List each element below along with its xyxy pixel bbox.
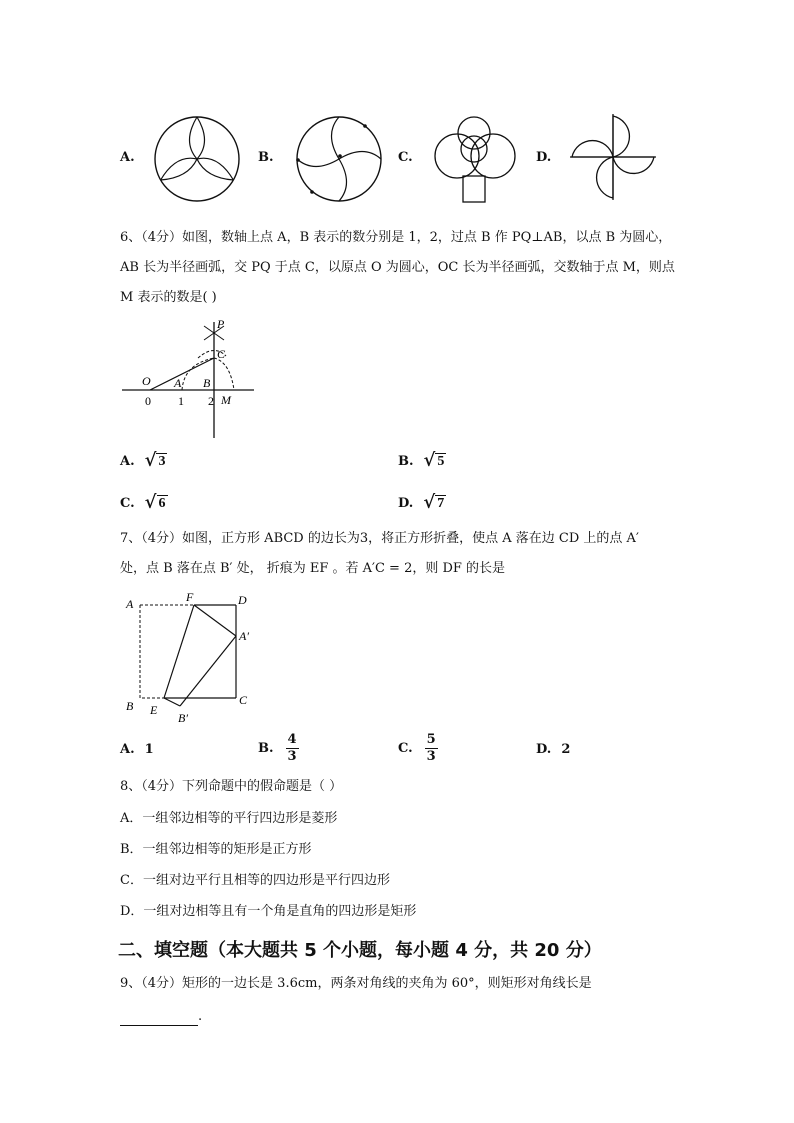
- q6-tick-0: 0: [145, 394, 151, 408]
- q7-label-b-prime: B′: [178, 711, 188, 725]
- q6-option-a: [120, 452, 167, 470]
- q7-option-b: [258, 732, 299, 765]
- q6-tick-2: 2: [208, 394, 214, 408]
- q7-label-b: B: [126, 699, 134, 713]
- q7-square-fold-figure: [122, 592, 262, 726]
- q6-option-d: [398, 494, 446, 512]
- q5-option-a-label: A.: [120, 150, 135, 165]
- q8-option-a: A．一组邻边相等的平行四边形是菱形: [120, 811, 338, 826]
- q7-label-a: A: [126, 597, 134, 611]
- q6-option-a-radicand: 3: [158, 454, 166, 469]
- sqrt-symbol: √ 5: [423, 450, 445, 471]
- sqrt-symbol: √ 6: [144, 492, 166, 513]
- q7-option-a: [120, 742, 154, 757]
- q7-option-c-numerator: 5: [426, 732, 436, 747]
- q6-option-b-label: B.: [398, 453, 414, 469]
- q7-option-b-denominator: 3: [287, 749, 297, 764]
- q7-option-a-label: A.: [120, 742, 135, 757]
- q7-label-f: F: [186, 590, 194, 604]
- q7-option-c: [398, 732, 438, 765]
- q6-label-c: C: [217, 347, 226, 361]
- q5-figure-b: [294, 114, 384, 204]
- q5-figure-a: [152, 114, 242, 204]
- answer-blank[interactable]: [120, 1011, 198, 1026]
- sqrt-symbol: √ 7: [423, 492, 445, 513]
- q6-option-a-label: A.: [120, 453, 135, 469]
- q6-tick-1: 1: [178, 394, 184, 408]
- q6-label-m: M: [221, 393, 231, 407]
- q6-option-b: [398, 452, 446, 470]
- q8-option-c: C．一组对边平行且相等的四边形是平行四边形: [120, 873, 390, 888]
- q7-option-c-denominator: 3: [426, 749, 436, 764]
- q6-label-b: B: [203, 376, 211, 390]
- q7-option-d: [536, 742, 570, 757]
- q6-option-d-label: D.: [398, 495, 414, 511]
- q6-option-b-radicand: 5: [437, 454, 445, 469]
- q6-option-d-radicand: 7: [437, 496, 445, 511]
- q6-line1: 6、（4分）如图，数轴上点 A，B 表示的数分别是 1，2，过点 B 作 PQ⊥AB，以点 B 为圆心，: [120, 230, 672, 245]
- q7-option-d-label: D.: [536, 742, 552, 757]
- section-title: 二、填空题（本大题共 5 个小题，每小题 4 分，共 20 分）: [118, 940, 602, 961]
- q7-label-e: E: [150, 703, 158, 717]
- q5-option-b-label: B.: [258, 150, 274, 165]
- q5-option-c-label: C.: [398, 150, 413, 165]
- q6-line2: AB 长为半径画弧，交 PQ 于点 C，以原点 O 为圆心，OC 长为半径画弧，交数轴于点 M，则点: [120, 260, 675, 275]
- q7-option-c-label: C.: [398, 741, 413, 756]
- q7-option-a-value: 1: [144, 742, 154, 757]
- q7-option-b-label: B.: [258, 741, 274, 756]
- q7-option-c-fraction: [425, 732, 438, 765]
- q8-stem: 8、（4分）下列命题中的假命题是（ ）: [120, 779, 343, 794]
- q6-option-c-label: C.: [120, 495, 135, 511]
- q5-figure-d: [570, 114, 656, 200]
- q5-option-d-label: D.: [536, 150, 552, 165]
- q9-answer-line: [120, 1008, 202, 1026]
- q7-option-b-numerator: 4: [287, 732, 297, 747]
- q7-option-b-fraction: [286, 732, 299, 765]
- q9-stem: 9、（4分）矩形的一边长是 3.6cm，两条对角线的夹角为 60°，则矩形对角线长是: [120, 976, 592, 991]
- q7-label-c: C: [239, 693, 248, 707]
- q6-option-c: [120, 494, 168, 512]
- q6-option-c-radicand: 6: [158, 496, 166, 511]
- q7-option-d-value: 2: [561, 742, 571, 757]
- q8-option-d: D．一组对边相等且有一个角是直角的四边形是矩形: [120, 904, 417, 919]
- q6-label-o: O: [142, 374, 151, 388]
- q7-line1: 7、（4分）如图，正方形 ABCD 的边长为3，将正方形折叠，使点 A 落在边 CD 上的点 A′: [120, 531, 639, 546]
- q8-option-b: B．一组邻边相等的矩形是正方形: [120, 842, 312, 857]
- sqrt-symbol: √ 3: [144, 450, 166, 471]
- q7-line2: 处，点 B 落在点 B′ 处， 折痕为 EF 。若 A′C = 2，则 DF 的长是: [120, 561, 506, 576]
- q6-line3: M 表示的数是( ): [120, 290, 217, 305]
- q6-label-a: A: [174, 376, 182, 390]
- q6-number-line-figure: [118, 314, 258, 440]
- q5-figure-c: [430, 114, 522, 206]
- q7-label-a-prime: A′: [239, 629, 249, 643]
- q6-label-p: P: [217, 317, 225, 331]
- q9-end: .: [198, 1009, 203, 1024]
- q7-label-d: D: [238, 593, 247, 607]
